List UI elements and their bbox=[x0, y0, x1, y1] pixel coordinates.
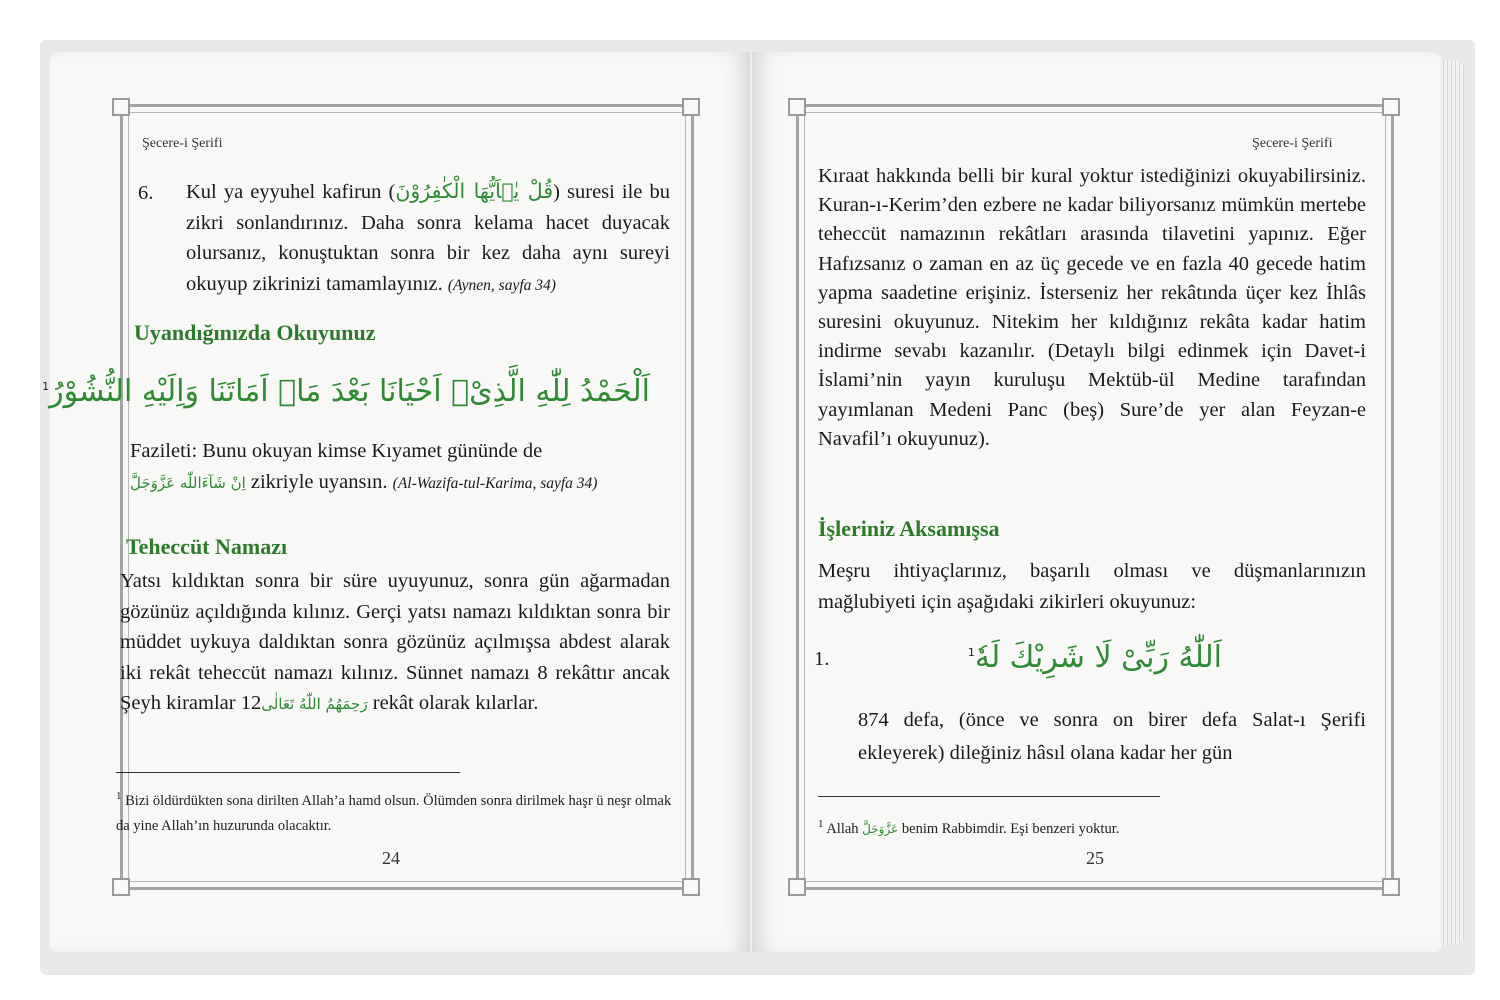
frame-corner bbox=[682, 98, 700, 116]
fazilet-text-cont: zikriyle uyansın. bbox=[245, 470, 388, 493]
frame-corner bbox=[112, 878, 130, 896]
right-page bbox=[752, 52, 1442, 952]
fazilet-text: Fazileti: Bunu okuyan kimse Kıyamet gününde de bbox=[130, 440, 543, 462]
footnote-text: Allah bbox=[826, 820, 859, 837]
frame-corner bbox=[788, 98, 806, 116]
item-number: 6. bbox=[138, 182, 154, 204]
footnote-mark: 1 bbox=[116, 790, 122, 802]
left-page bbox=[42, 52, 750, 952]
footnote bbox=[818, 812, 1378, 842]
footnote-ref: 1 bbox=[967, 646, 975, 659]
page-number: 24 bbox=[382, 848, 400, 868]
item-6-text-cont: ) suresi ile bu zikri sonlandırınız. Daha sonra kelama hacet duyacak olursanız, konuştuktan sonra bir kez daha aynı sureyi okuyup zikrinizi tamamlayınız. bbox=[186, 181, 670, 295]
section-heading: İşleriniz Aksamışsa bbox=[818, 516, 1000, 541]
frame-corner bbox=[1382, 878, 1400, 896]
footnote-divider bbox=[116, 772, 460, 773]
item-6-text: Kul ya eyyuhel kafirun ( bbox=[186, 181, 396, 203]
item-1-paragraph: 874 defa, (önce ve sonra on birer defa Salat-ı Şerifi ekleyerek) dileğiniz hâsıl olana kadar her gün bbox=[858, 709, 1366, 764]
frame-corner bbox=[112, 98, 130, 116]
footnote-ref: 1 bbox=[42, 380, 50, 393]
teheccut-text: Yatsı kıldıktan sonra bir süre uyuyunuz, sonra gün ağarmadan gözünüz açıldığında kılınız. Gerçi yatsı namazı kıldıktan sonra bir müddet uykuya daldıktan sonra gözünüz açılmışsa abdest alarak iki rekât teheccüt namazı kılınız. Sünnet namazı 8 rekâttır ancak Şeyh kiramlar bbox=[120, 570, 670, 714]
arabic-phrase: رَحِمَهُمُ اللّٰهُ تَعَالٰی bbox=[261, 695, 368, 713]
frame-corner bbox=[788, 878, 806, 896]
footnote-text-cont: benim Rabbimdir. Eşi benzeri yoktur. bbox=[901, 820, 1120, 837]
intro-paragraph: Meşru ihtiyaçlarınız, başarılı olması ve düşmanlarınızın mağlubiyeti için aşağıdaki zikirleri okuyunuz: bbox=[818, 560, 1366, 613]
zikir-arabic-text: اَللّٰهُ رَبِّیْ لَا شَرِیْكَ لَهٗ bbox=[974, 640, 1222, 675]
footnote bbox=[116, 784, 676, 839]
kiraat-paragraph: Kıraat hakkında belli bir kural yoktur istediğinizi okuyabilirsiniz. Kuran-ı-Kerim’den ezbere ne kadar biliyorsanız mümkün mertebe teheccüt namazının rekâtları arasında tilavetini yapınız. Eğer Hafızsanız o zaman en az üç gecede ve en fazla 40 gecede hatim yapma saadetine erişiniz. İsterseniz her rekâtında üçer kez İhlâs suresini okuyunuz. Nitekim her kıldığınız rekâta kadar hatim indirme sevabı kazanılır. (Detaylı bilgi edinmek için Davet-i İslami’nin yayın kuruluşu Mektüb-ül Medine tarafından yayımlanan Medeni Panc (beş) Sure’de yer alan Feyzan-e Navafil’ı okuyunuz). bbox=[818, 165, 1366, 450]
footnote-divider bbox=[818, 796, 1160, 797]
footnote-text: Bizi öldürdükten sona dirilten Allah’a hamd olsun. Ölümden sonra dirilmek haşr ü neşr olmak da yine Allah’ın huzurunda olacaktır. bbox=[116, 792, 672, 834]
page-number: 25 bbox=[1086, 848, 1104, 868]
frame-corner bbox=[1382, 98, 1400, 116]
page-edges bbox=[1440, 60, 1464, 945]
running-title: Şecere-i Şerifi bbox=[1252, 136, 1333, 151]
item-6-paragraph bbox=[186, 176, 670, 301]
fazilet-paragraph bbox=[130, 436, 670, 499]
dua-arabic bbox=[42, 374, 650, 409]
footnote-mark: 1 bbox=[818, 818, 824, 830]
teheccut-paragraph bbox=[120, 566, 670, 720]
zikir-arabic bbox=[967, 640, 1222, 675]
dua-arabic-text: اَلْحَمْدُ لِلّٰهِ الَّذِیْۤ اَحْیَانَا بَعْدَ مَاۤ اَمَاتَنَا وَاِلَیْهِ النُّشُوْرُ bbox=[49, 374, 650, 409]
teheccut-text-cont: 12 rekât olarak kılarlar. bbox=[240, 692, 539, 714]
arabic-phrase: قُلْ يٰۤاَيُّهَا الْكٰفِرُوْنَ bbox=[395, 179, 554, 203]
source-citation: (Al-Wazifa-tul-Karima, sayfa 34) bbox=[392, 474, 598, 492]
section-heading: Uyandığınızda Okuyunuz bbox=[134, 320, 376, 345]
frame-corner bbox=[682, 878, 700, 896]
running-title: Şecere-i Şerifi bbox=[142, 136, 223, 151]
arabic-phrase: عَزَّوَجَلَّ bbox=[862, 821, 899, 836]
item-number: 1. bbox=[814, 648, 830, 670]
section-heading: Teheccüt Namazı bbox=[126, 534, 288, 559]
source-citation: (Aynen, sayfa 34) bbox=[447, 276, 556, 294]
arabic-phrase: اِنْ شَآءَاللّٰه عَزَّوَجَلَّ bbox=[130, 473, 246, 492]
